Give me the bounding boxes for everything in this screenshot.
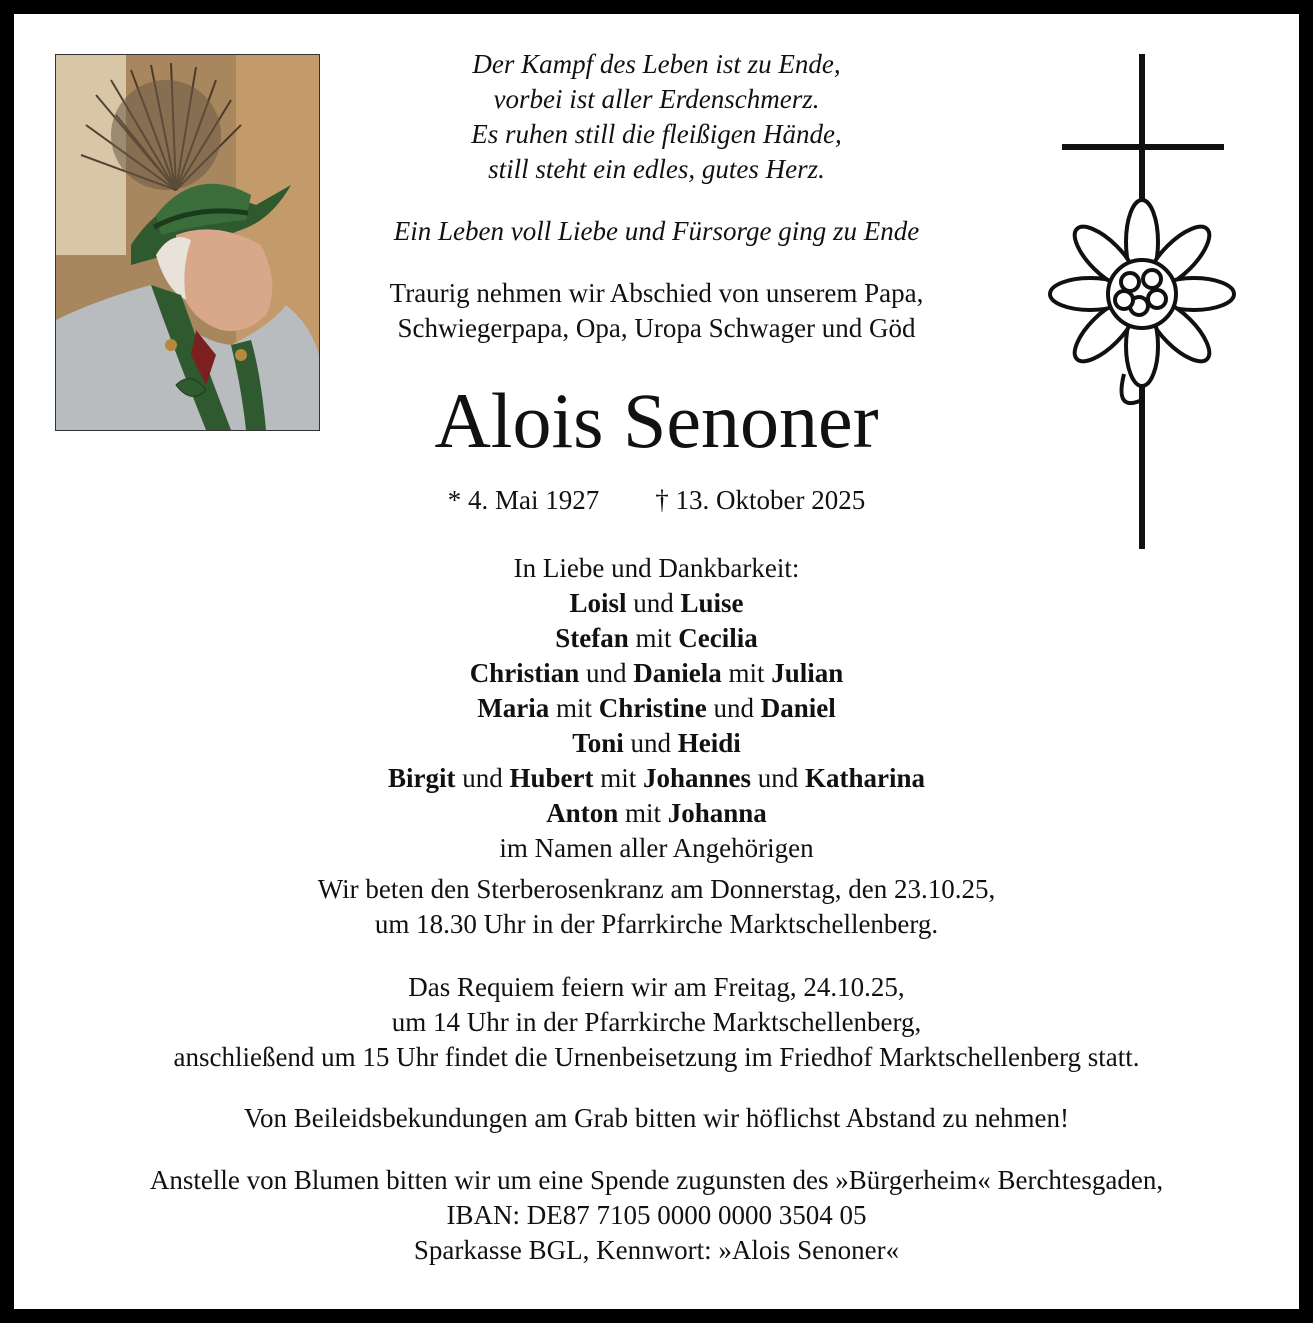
poem [14, 47, 1299, 187]
family-connector: und [579, 658, 634, 688]
rosary-notice [14, 872, 1299, 942]
family-member-name: Daniela [633, 658, 722, 688]
family-connector: mit [593, 763, 643, 793]
family-member-name: Heidi [677, 728, 741, 758]
obituary-notice [14, 14, 1299, 1309]
family-connector: mit [618, 798, 668, 828]
family-connector: und [455, 763, 510, 793]
family-connector: mit [549, 693, 599, 723]
rosary-line: Wir beten den Sterberosenkranz am Donnerstag, den 23.10.25, [317, 874, 996, 904]
family-row [14, 796, 1299, 831]
family-member-name: Stefan [555, 623, 629, 653]
requiem-line: um 14 Uhr in der Pfarrkirche Marktschellenberg, [391, 1007, 922, 1037]
family-connector: und [751, 763, 806, 793]
family-row [14, 761, 1299, 796]
family-connector: mit [628, 623, 679, 653]
family-row [14, 656, 1299, 691]
poem-line: still steht ein edles, gutes Herz. [488, 154, 825, 184]
family-member-name: Julian [771, 658, 844, 688]
family-heading: In Liebe und Dankbarkeit: [513, 553, 800, 583]
family-member-name: Christine [598, 693, 707, 723]
requiem-notice [14, 970, 1299, 1075]
family-row [14, 586, 1299, 621]
family-connector: mit [721, 658, 772, 688]
family-member-name: Christian [469, 658, 580, 688]
condolence-note: Von Beileidsbekundungen am Grab bitten wir höflichst Abstand zu nehmen! [243, 1103, 1070, 1133]
family-connector: und [623, 728, 678, 758]
life-dates [14, 483, 1299, 518]
family-member-name: Johanna [667, 798, 767, 828]
family-member-name: Birgit [387, 763, 456, 793]
poem-line: Es ruhen still die fleißigen Hände, [471, 119, 842, 149]
family-list [14, 551, 1299, 866]
family-row [14, 691, 1299, 726]
family-member-name: Katharina [805, 763, 926, 793]
subtitle: Ein Leben voll Liebe und Fürsorge ging zu Ende [393, 216, 920, 246]
poem-line: Der Kampf des Leben ist zu Ende, [472, 49, 841, 79]
intro-text [14, 276, 1299, 346]
donation-notice [14, 1163, 1299, 1268]
family-member-name: Cecilia [678, 623, 758, 653]
family-member-name: Loisl [569, 588, 627, 618]
family-row [14, 621, 1299, 656]
family-member-name: Johannes [642, 763, 752, 793]
birth-date: * 4. Mai 1927 [447, 485, 600, 515]
requiem-line: anschließend um 15 Uhr findet die Urnenbeisetzung im Friedhof Marktschellenberg statt. [173, 1042, 1140, 1072]
intro-line: Traurig nehmen wir Abschied von unserem Papa, [389, 278, 924, 308]
family-member-name: Toni [572, 728, 624, 758]
family-connector: und [626, 588, 681, 618]
deceased-name: Alois Senoner [434, 377, 879, 464]
requiem-line: Das Requiem feiern wir am Freitag, 24.10.25, [408, 972, 905, 1002]
family-member-name: Maria [477, 693, 550, 723]
donation-line: Anstelle von Blumen bitten wir um eine Spende zugunsten des »Bürgerheim« Berchtesgaden, [149, 1165, 1164, 1195]
intro-line: Schwiegerpapa, Opa, Uropa Schwager und Göd [397, 313, 916, 343]
family-member-name: Daniel [760, 693, 836, 723]
poem-line: vorbei ist aller Erdenschmerz. [493, 84, 820, 114]
family-rows [14, 586, 1299, 831]
family-footer: im Namen aller Angehörigen [499, 833, 814, 863]
family-member-name: Luise [680, 588, 744, 618]
family-member-name: Anton [546, 798, 619, 828]
family-row [14, 726, 1299, 761]
family-member-name: Hubert [509, 763, 594, 793]
donation-bank: Sparkasse BGL, Kennwort: »Alois Senoner« [413, 1235, 900, 1265]
donation-iban: IBAN: DE87 7105 0000 0000 3504 05 [446, 1200, 867, 1230]
rosary-line: um 18.30 Uhr in der Pfarrkirche Marktschellenberg. [374, 909, 939, 939]
family-connector: und [706, 693, 761, 723]
death-date: † 13. Oktober 2025 [655, 485, 866, 515]
